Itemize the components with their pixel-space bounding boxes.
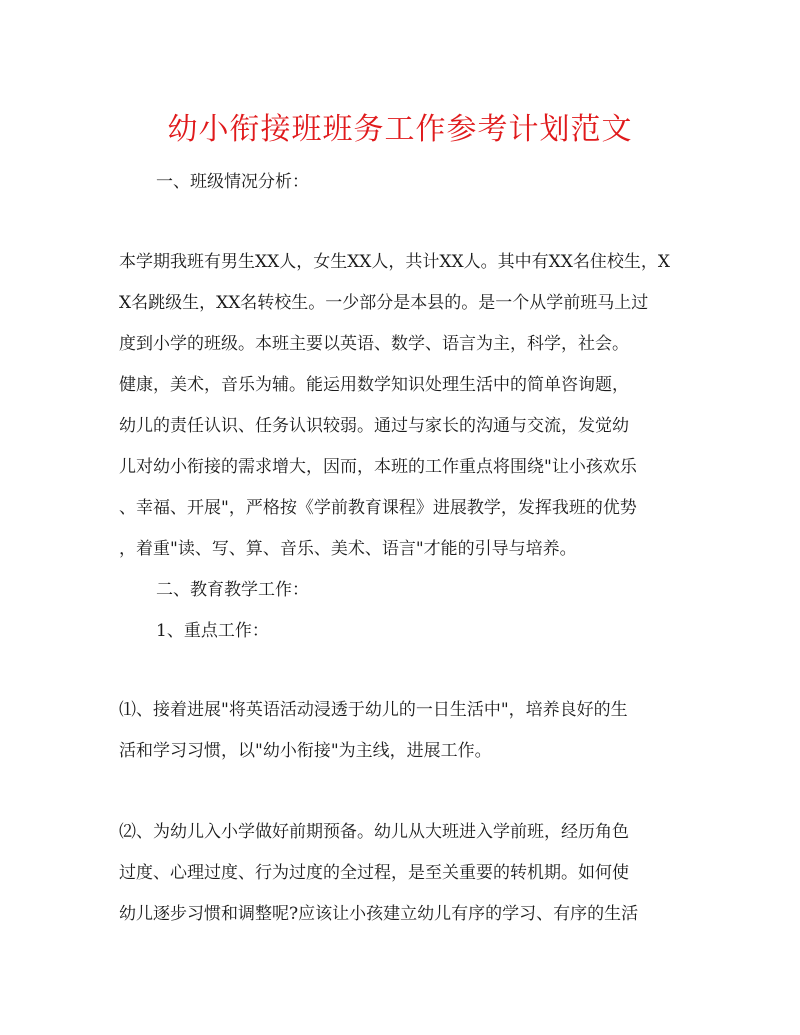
paragraph-line: ⑴、接着进展"将英语活动浸透于幼儿的一日生活中"，培养良好的生: [119, 700, 628, 720]
paragraph-line: 过度、心理过度、行为过度的全过程，是至关重要的转机期。如何使: [119, 863, 629, 883]
paragraph-line: 幼儿逐步习惯和调整呢?应该让小孩建立幼儿有序的学习、有序的生活: [119, 904, 639, 924]
paragraph-line: 幼儿的责任认识、任务认识较弱。通过与家长的沟通与交流，发觉幼: [119, 416, 629, 436]
paragraph-line: ，着重"读、写、算、音乐、美术、语言"才能的引导与培养。: [119, 539, 577, 559]
section-heading-teaching-work: 二、教育教学工作：: [156, 580, 309, 600]
paragraph-line: 本学期我班有男生XX人，女生XX人，共计XX人。其中有XX名住校生，X: [119, 252, 670, 272]
paragraph-line: X名跳级生，XX名转校生。一少部分是本县的。是一个从学前班马上过: [119, 293, 649, 313]
section-heading-class-analysis: 一、班级情况分析：: [156, 172, 309, 192]
document-title: 幼小衔接班班务工作参考计划范文: [167, 112, 633, 147]
paragraph-line: 、幸福、开展"，严格按《学前教育课程》进展教学，发挥我班的优势: [119, 498, 637, 518]
paragraph-line: ⑵、为幼儿入小学做好前期预备。幼儿从大班进入学前班，经历角色: [119, 822, 629, 842]
paragraph-line: 健康，美术，音乐为辅。能运用数学知识处理生活中的简单咨询题，: [119, 375, 629, 395]
paragraph-line: 度到小学的班级。本班主要以英语、数学、语言为主，科学，社会。: [119, 334, 629, 354]
subsection-heading-key-work: 1、重点工作：: [156, 621, 269, 641]
paragraph-line: 儿对幼小衔接的需求增大，因而，本班的工作重点将围绕"让小孩欢乐: [119, 457, 637, 477]
paragraph-line: 活和学习习惯，以"幼小衔接"为主线，进展工作。: [119, 741, 492, 761]
